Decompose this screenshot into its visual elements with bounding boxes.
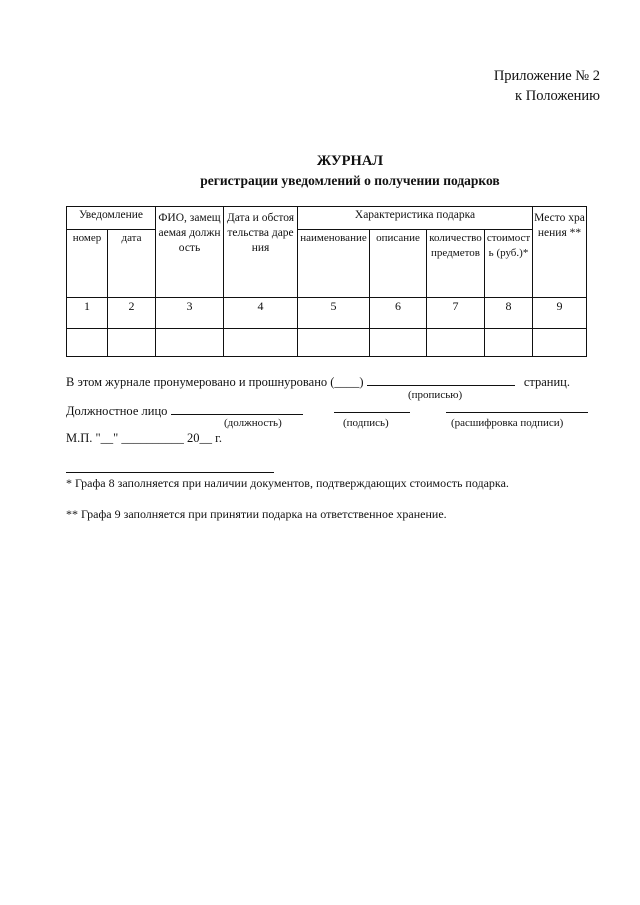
footnote-divider	[66, 472, 274, 473]
decoding-blank	[446, 412, 588, 413]
column-number-row	[67, 298, 587, 329]
pages-label: страниц.	[523, 375, 570, 389]
title-subtitle: регистрации уведомлений о получении подарков	[200, 173, 500, 188]
journal-title	[0, 151, 640, 191]
journal-table	[66, 206, 587, 357]
signature-caption: (подпись)	[343, 417, 389, 429]
pages-in-words-blank	[367, 373, 515, 386]
column-number: 5	[298, 298, 370, 329]
appendix-reference: к Положению	[515, 88, 600, 104]
column-number: 9	[533, 298, 587, 329]
header-quantity: количество предметов	[427, 230, 485, 298]
empty-row	[67, 329, 587, 357]
registration-text: В этом журнале пронумеровано и прошнуровано (____)	[66, 375, 364, 389]
in-words-caption: (прописью)	[408, 389, 463, 401]
registration-line	[66, 373, 570, 390]
header-cost: стоимость (руб.)*	[485, 230, 533, 298]
empty-cell	[427, 329, 485, 357]
title-main: ЖУРНАЛ	[316, 153, 384, 169]
column-number: 3	[156, 298, 224, 329]
footnote-1: * Графа 8 заполняется при наличии документов, подтверждающих стоимость подарка.	[66, 476, 509, 490]
empty-cell	[298, 329, 370, 357]
header-number: номер	[67, 230, 108, 298]
appendix-header	[494, 66, 600, 106]
column-number: 2	[108, 298, 156, 329]
empty-cell	[485, 329, 533, 357]
position-caption: (должность)	[224, 417, 282, 429]
empty-cell	[108, 329, 156, 357]
header-description: описание	[370, 230, 427, 298]
column-number: 1	[67, 298, 108, 329]
column-number: 4	[224, 298, 298, 329]
position-blank	[171, 402, 303, 415]
signature-blank	[334, 412, 410, 413]
footnote-2: ** Графа 9 заполняется при принятии подарка на ответственное хранение.	[66, 507, 447, 521]
header-date-circumstances: Дата и обстоятельства дарения	[224, 207, 298, 298]
column-number: 8	[485, 298, 533, 329]
empty-cell	[533, 329, 587, 357]
header-gift-characteristics: Характеристика подарка	[298, 207, 533, 230]
decoding-caption: (расшифровка подписи)	[451, 417, 564, 429]
header-date: дата	[108, 230, 156, 298]
header-fio: ФИО, замещаемая должность	[156, 207, 224, 298]
header-name: наименование	[298, 230, 370, 298]
column-number: 6	[370, 298, 427, 329]
appendix-number: Приложение № 2	[493, 68, 600, 84]
empty-cell	[370, 329, 427, 357]
header-notification: Уведомление	[67, 207, 156, 230]
stamp-date-line: М.П. "__" __________ 20__ г.	[66, 431, 222, 445]
empty-cell	[67, 329, 108, 357]
empty-cell	[156, 329, 224, 357]
header-storage: Место хранения **	[533, 207, 587, 298]
empty-cell	[224, 329, 298, 357]
column-number: 7	[427, 298, 485, 329]
official-label: Должностное лицо	[66, 404, 168, 418]
